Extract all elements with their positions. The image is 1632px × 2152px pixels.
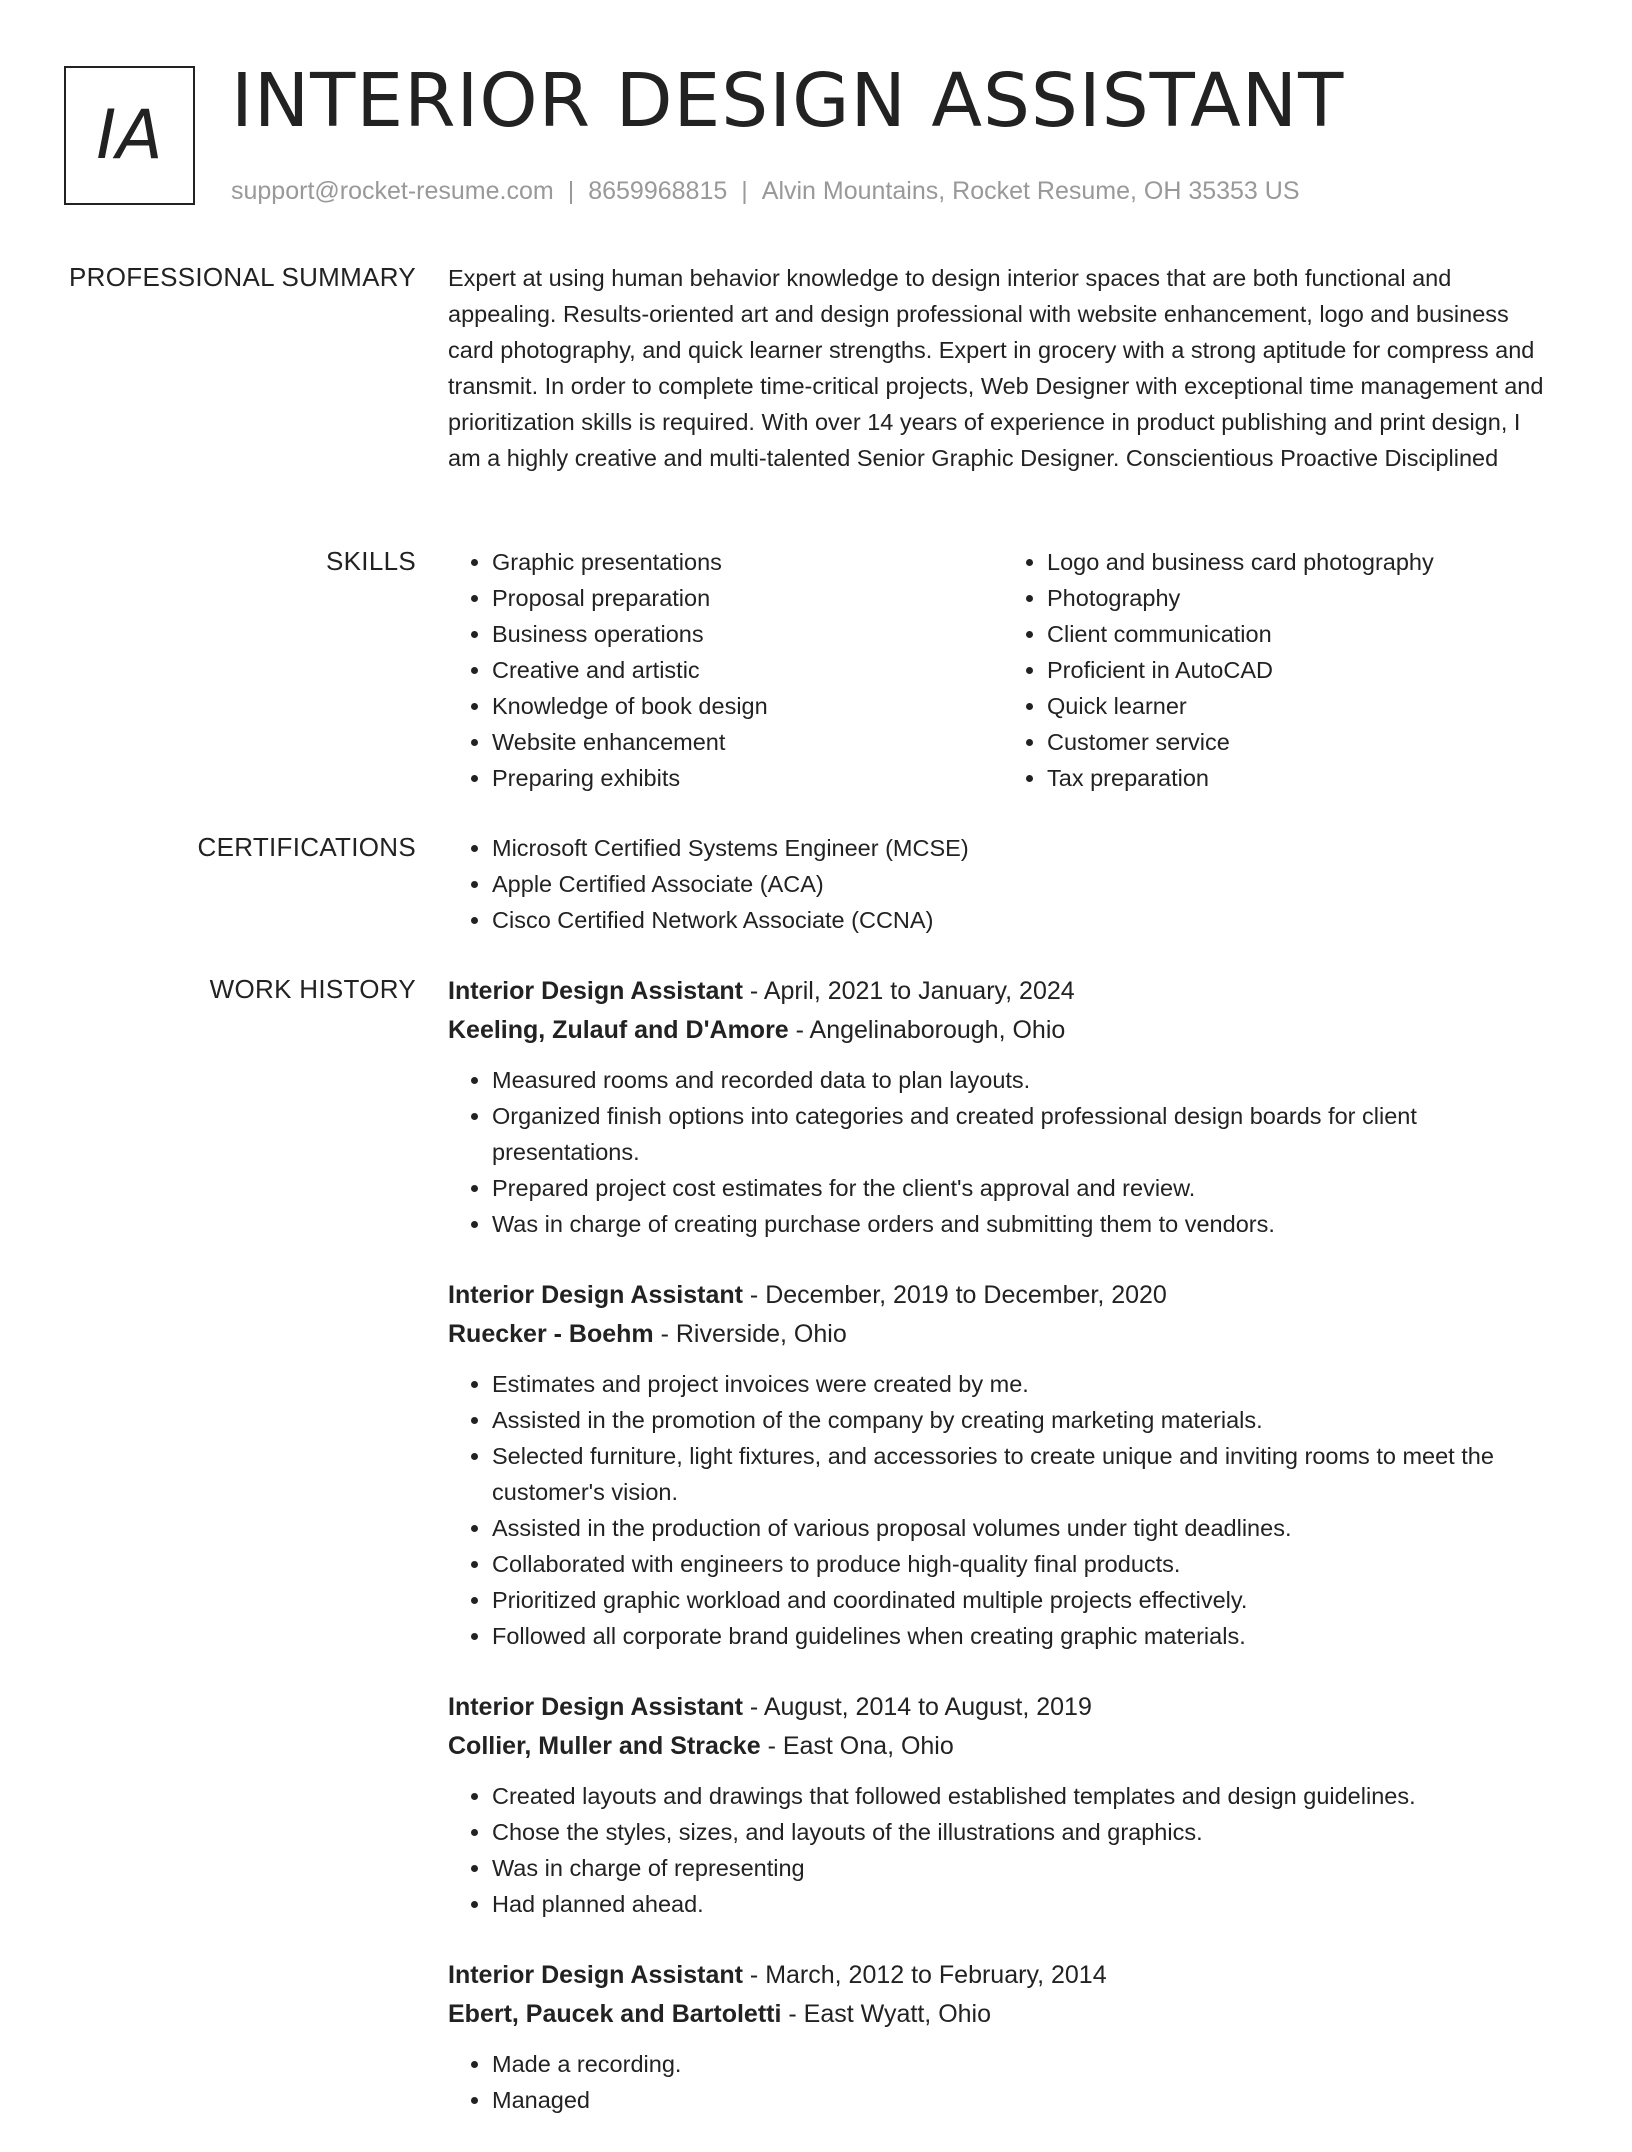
job-bullet: • Assisted in the production of various proposal volumes under tight deadlines.: [492, 1510, 1558, 1546]
job-bullet: • Prioritized graphic workload and coordinated multiple projects effectively.: [492, 1582, 1558, 1618]
skills-list-left: [448, 544, 1003, 796]
job-bullet: • Was in charge of representing: [492, 1850, 1558, 1886]
job-company-line: [448, 1995, 1558, 2034]
skill-item: • Customer service: [1047, 724, 1558, 760]
job-dates: - March, 2012 to February, 2014: [742, 1961, 1107, 1989]
skill-item: • Proficient in AutoCAD: [1047, 652, 1558, 688]
job-bullet: • Organized finish options into categories and created professional design boards for client presentations.: [492, 1098, 1558, 1170]
address: Alvin Mountains, Rocket Resume, OH 35353 US: [761, 177, 1300, 205]
certifications-list: [448, 830, 1558, 938]
job-company-line: [448, 1727, 1558, 1766]
job-title-line: [448, 1276, 1558, 1315]
job-title: Interior Design Assistant: [448, 1281, 743, 1309]
section-label-certifications: CERTIFICATIONS: [197, 832, 416, 862]
phone[interactable]: 8659968815: [588, 177, 728, 205]
contact-separator: |: [567, 177, 575, 205]
contact-line: [231, 174, 1300, 208]
job-title: Interior Design Assistant: [448, 1693, 743, 1721]
job-entry: [448, 1688, 1558, 1922]
job-location: - East Wyatt, Ohio: [781, 2000, 991, 2028]
skill-item: • Graphic presentations: [492, 544, 1003, 580]
monogram: IA: [64, 66, 195, 205]
skill-item: • Preparing exhibits: [492, 760, 1003, 796]
job-dates: - August, 2014 to August, 2019: [742, 1693, 1092, 1721]
job-company: Ebert, Paucek and Bartoletti: [448, 2000, 782, 2028]
job-bullet: • Was in charge of creating purchase orders and submitting them to vendors.: [492, 1206, 1558, 1242]
skill-item: • Quick learner: [1047, 688, 1558, 724]
job-bullet: • Followed all corporate brand guidelines when creating graphic materials.: [492, 1618, 1558, 1654]
skill-item: • Tax preparation: [1047, 760, 1558, 796]
jobs-list: [448, 972, 1558, 2152]
job-bullet: • Collaborated with engineers to produce high-quality final products.: [492, 1546, 1558, 1582]
job-title: Interior Design Assistant: [448, 1961, 743, 1989]
job-bullets: [448, 1062, 1558, 1242]
job-bullet: • Estimates and project invoices were created by me.: [492, 1366, 1558, 1402]
skill-item: • Knowledge of book design: [492, 688, 1003, 724]
job-bullet: • Assisted in the promotion of the company by creating marketing materials.: [492, 1402, 1558, 1438]
section-label-work-history: WORK HISTORY: [209, 974, 416, 1004]
job-bullets: [448, 2046, 1558, 2118]
job-company: Ruecker - Boehm: [448, 1320, 654, 1348]
skill-item: • Logo and business card photography: [1047, 544, 1558, 580]
skill-item: • Client communication: [1047, 616, 1558, 652]
job-bullet: • Managed: [492, 2082, 1558, 2118]
skill-item: • Photography: [1047, 580, 1558, 616]
job-company: Keeling, Zulauf and D'Amore: [448, 1016, 789, 1044]
job-title-line: [448, 972, 1558, 1011]
job-entry: [448, 1276, 1558, 1654]
job-bullet: • Chose the styles, sizes, and layouts of the illustrations and graphics.: [492, 1814, 1558, 1850]
job-bullet: • Prepared project cost estimates for the client's approval and review.: [492, 1170, 1558, 1206]
job-company-line: [448, 1315, 1558, 1354]
certification-item: • Cisco Certified Network Associate (CCNA): [492, 902, 1558, 938]
job-bullet: • Made a recording.: [492, 2046, 1558, 2082]
job-bullet: • Had planned ahead.: [492, 1886, 1558, 1922]
job-company: Collier, Muller and Stracke: [448, 1732, 761, 1760]
job-dates: - April, 2021 to January, 2024: [742, 977, 1075, 1005]
skill-item: • Proposal preparation: [492, 580, 1003, 616]
job-company-line: [448, 1011, 1558, 1050]
job-bullets: [448, 1778, 1558, 1922]
job-bullet: • Measured rooms and recorded data to plan layouts.: [492, 1062, 1558, 1098]
certification-item: • Apple Certified Associate (ACA): [492, 866, 1558, 902]
certification-item: • Microsoft Certified Systems Engineer (MCSE): [492, 830, 1558, 866]
job-location: - East Ona, Ohio: [760, 1732, 954, 1760]
summary-text: Expert at using human behavior knowledge to design interior spaces that are both functional and appealing. Results-oriented art and design professional with website enhancement, logo and business card photography, and quick learner strengths. Expert in grocery with a strong aptitude for compress and transmit. In order to complete time-critical projects, Web Designer with exceptional time management and prioritization skills is required. With over 14 years of experience in product publishing and print design, I am a highly creative and multi-talented Senior Graphic Designer. Conscientious Proactive Disciplined: [448, 265, 1544, 471]
job-bullet: • Selected furniture, light fixtures, and accessories to create unique and inviting rooms to meet the customer's vision.: [492, 1438, 1558, 1510]
email[interactable]: support@rocket-resume.com: [231, 177, 554, 205]
section-label-summary: PROFESSIONAL SUMMARY: [69, 262, 416, 292]
job-entry: [448, 972, 1558, 1242]
job-bullet: • Created layouts and drawings that followed established templates and design guidelines.: [492, 1778, 1558, 1814]
skill-item: • Business operations: [492, 616, 1003, 652]
job-entry: [448, 1956, 1558, 2118]
resume-title: INTERIOR DESIGN ASSISTANT: [231, 58, 1345, 144]
contact-separator: |: [741, 177, 748, 205]
job-title-line: [448, 1688, 1558, 1727]
job-dates: - December, 2019 to December, 2020: [742, 1281, 1167, 1309]
skill-item: • Website enhancement: [492, 724, 1003, 760]
skill-item: • Creative and artistic: [492, 652, 1003, 688]
job-location: - Angelinaborough, Ohio: [788, 1016, 1066, 1044]
section-label-skills: SKILLS: [326, 546, 416, 576]
skills-list-right: [1003, 544, 1558, 796]
job-bullets: [448, 1366, 1558, 1654]
job-title-line: [448, 1956, 1558, 1995]
job-location: - Riverside, Ohio: [653, 1320, 847, 1348]
job-title: Interior Design Assistant: [448, 977, 743, 1005]
